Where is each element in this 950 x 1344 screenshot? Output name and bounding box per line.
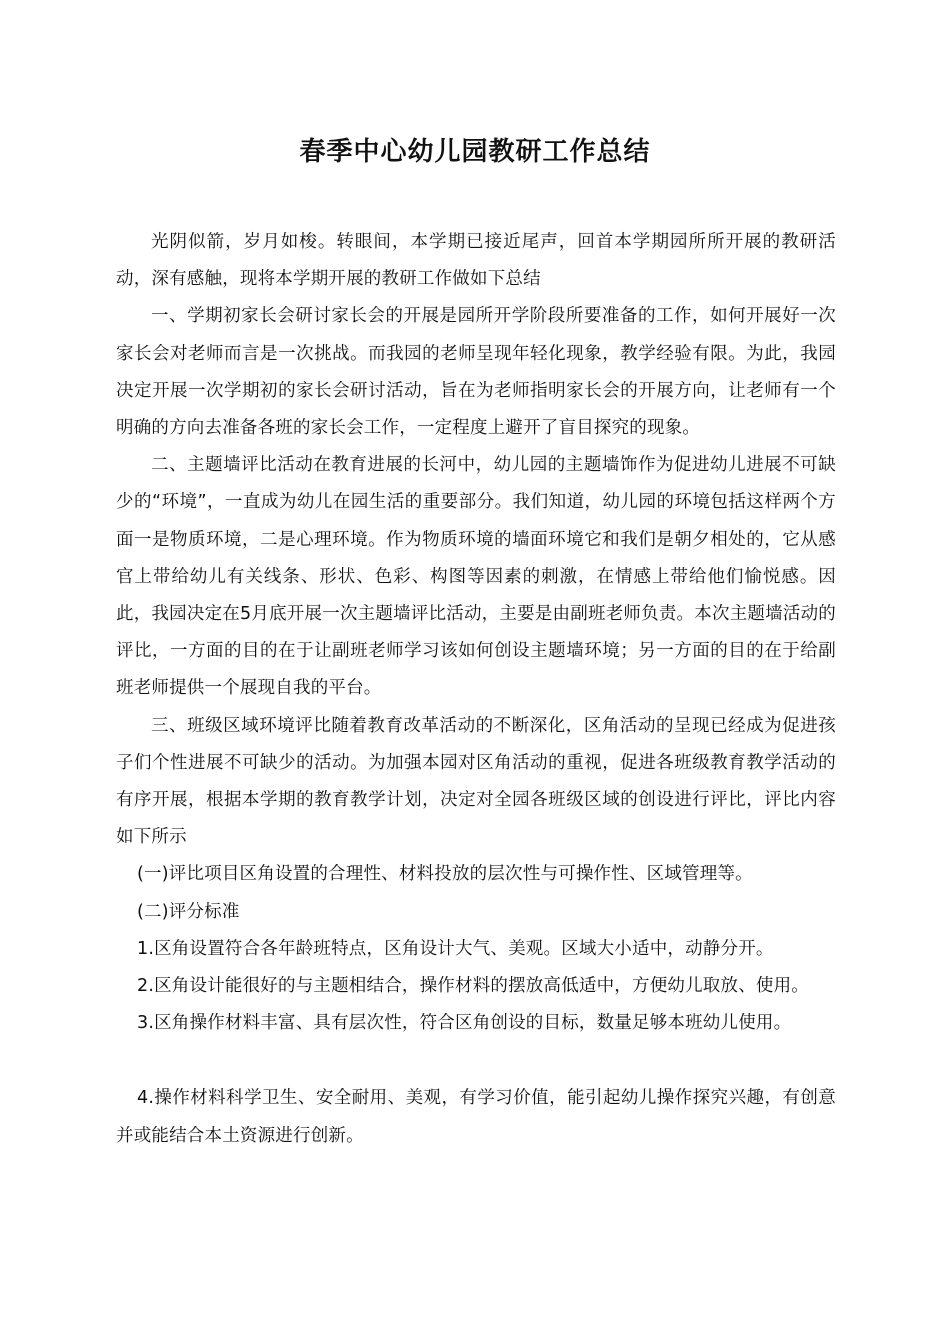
paragraph-section-1: 一、学期初家长会研讨家长会的开展是园所开学阶段所要准备的工作，如何开展好一次家长会对老师而言是一次挑战。而我园的老师呈现年轻化现象，教学经验有限。为此，我园决定开展一次学期初的家长会研讨活动，旨在为老师指明家长会的开展方向，让老师有一个明确的方向去准备各班的家长会工作，一定程度上避开了盲目探究的现象。 xyxy=(116,306,836,439)
paragraph-intro: 光阴似箭，岁月如梭。转眼间，本学期已接近尾声，回首本学期园所所开展的教研活动，深有感触，现将本学期开展的教研工作做如下总结 xyxy=(116,232,836,290)
paragraph-criterion-2: 2.区角设计能很好的与主题相结合，操作材料的摆放高低适中，方便幼儿取放、使用。 xyxy=(137,976,809,997)
document-body xyxy=(116,224,836,1155)
paragraph-criterion-1: 1.区角设置符合各年龄班特点，区角设计大气、美观。区域大小适中，动静分开。 xyxy=(137,938,774,959)
document-title: 春季中心幼儿园教研工作总结 xyxy=(299,137,651,167)
paragraph-criterion-3: 3.区角操作材料丰富、具有层次性，符合区角创设的目标，数量足够本班幼儿使用。 xyxy=(137,1013,792,1034)
paragraph-criterion-4: 4.操作材料科学卫生、安全耐用、美观，有学习价值，能引起幼儿操作探究兴趣，有创意并或能结合本土资源进行创新。 xyxy=(116,1088,836,1146)
paragraph-evaluation-items: (一)评比项目区角设置的合理性、材料投放的层次性与可操作性、区域管理等。 xyxy=(137,864,753,885)
paragraph-gap xyxy=(116,1042,836,1080)
paragraph-section-2: 二、主题墙评比活动在教育进展的长河中，幼儿园的主题墙饰作为促进幼儿进展不可缺少的“环境”，一直成为幼儿在园生活的重要部分。我们知道，幼儿园的环境包括这样两个方面一是物质环境，二是心理环境。作为物质环境的墙面环境它和我们是朝夕相处的，它从感官上带给幼儿有关线条、形状、色彩、构图等因素的刺激，在情感上带给他们愉悦感。因此，我园决定在5月底开展一次主题墙评比活动，主要是由副班老师负责。本次主题墙活动的评比，一方面的目的在于让副班老师学习该如何创设主题墙环境；另一方面的目的在于给副班老师提供一个展现自我的平台。 xyxy=(116,455,836,699)
paragraph-section-3: 三、班级区域环境评比随着教育改革活动的不断深化，区角活动的呈现已经成为促进孩子们个性进展不可缺少的活动。为加强本园对区角活动的重视，促进各班级教育教学活动的有序开展，根据本学期的教育教学计划，决定对全园各班级区域的创设进行评比，评比内容如下所示 xyxy=(116,715,836,848)
paragraph-scoring-heading: (二)评分标准 xyxy=(137,901,240,922)
